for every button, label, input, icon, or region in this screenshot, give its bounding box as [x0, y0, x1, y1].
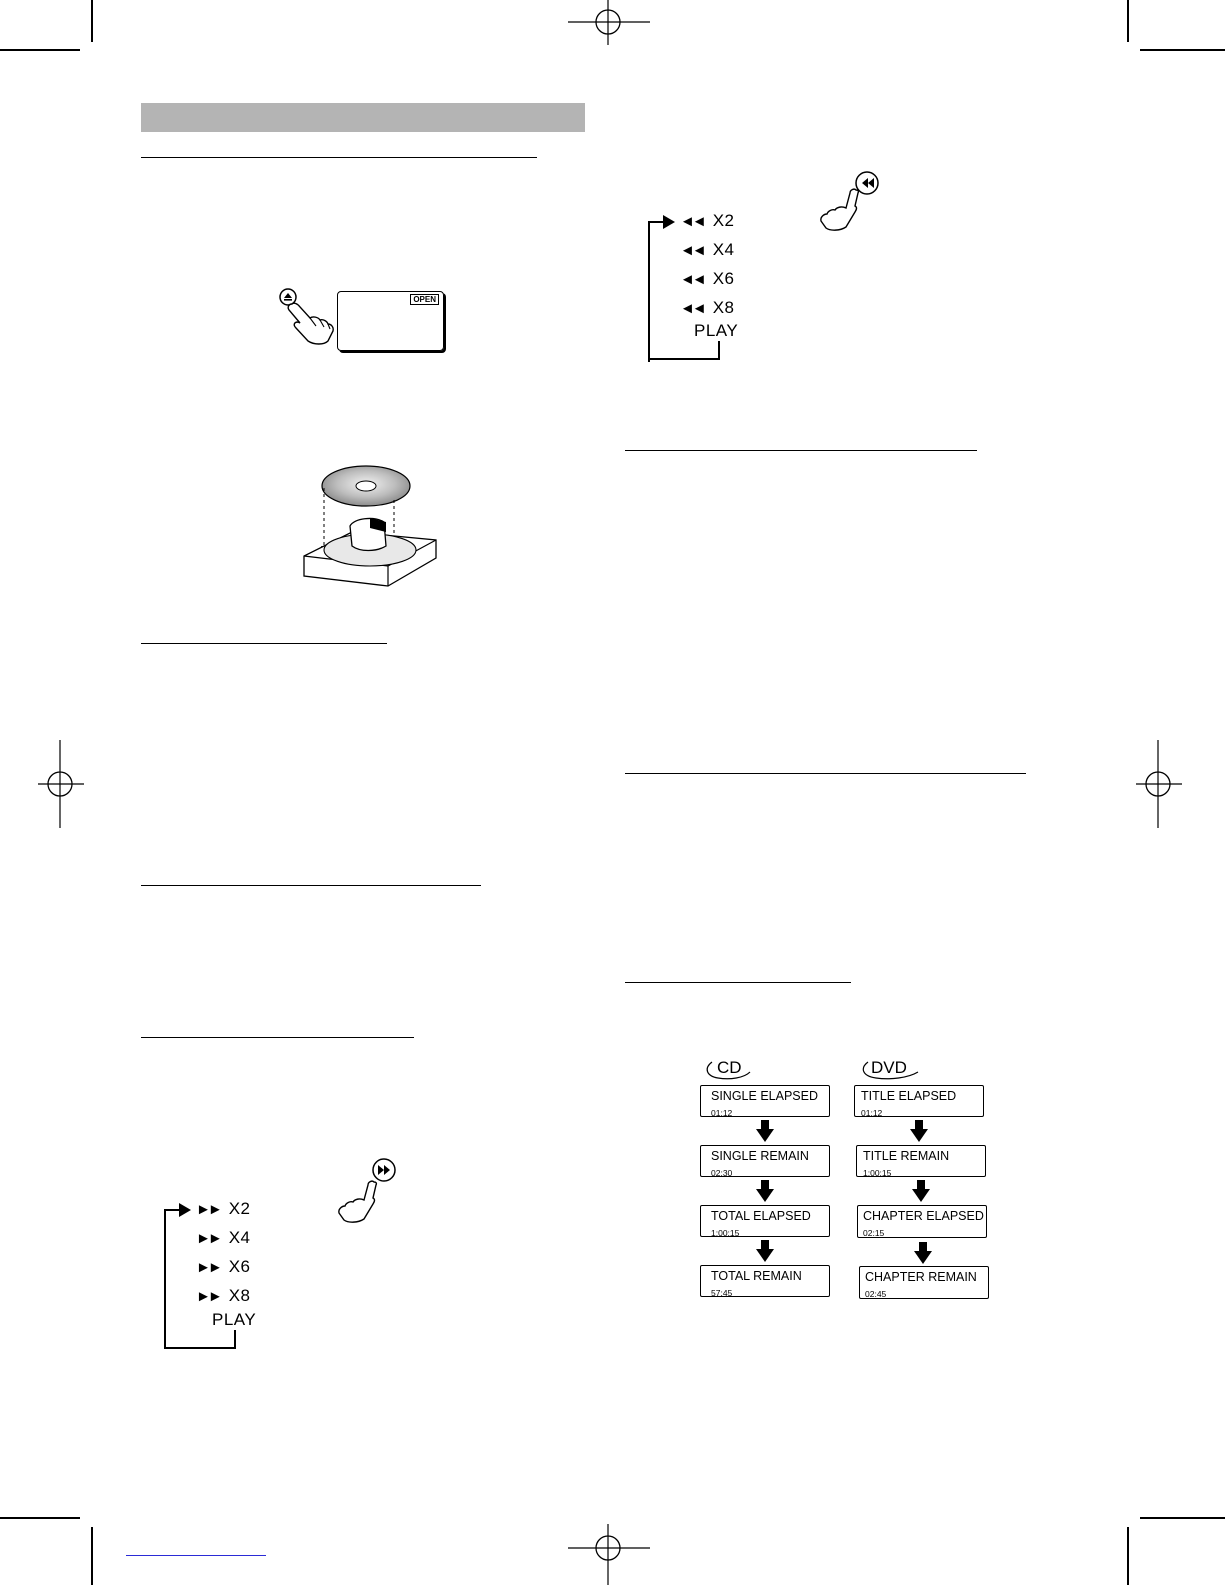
speed-label: X4: [712, 240, 735, 259]
cd-label: CD: [717, 1058, 742, 1077]
registration-mark-icon: [1136, 740, 1182, 828]
dvd-label-swoosh: [860, 1060, 922, 1082]
registration-mark-icon: [568, 0, 652, 50]
loop-return: [234, 1330, 236, 1349]
fast-forward-speed: [196, 1257, 251, 1277]
down-arrow-icon: [912, 1180, 930, 1202]
cd-time-box: [700, 1145, 830, 1177]
speed-label: X2: [712, 211, 735, 230]
forward-arrows-icon: ►►: [196, 1201, 220, 1218]
crop-mark: [91, 0, 93, 42]
dvd-label: DVD: [871, 1058, 907, 1077]
speed-label: X8: [712, 298, 735, 317]
box-title: SINGLE REMAIN: [711, 1149, 809, 1163]
play-label: PLAY: [694, 321, 739, 340]
loop-bottom: [648, 358, 720, 360]
speed-label: X4: [228, 1228, 251, 1247]
hand-press-icon: [276, 286, 340, 346]
loop-return: [718, 341, 720, 360]
box-value: 57:45: [711, 1288, 733, 1298]
loop-bracket: [648, 221, 650, 362]
crop-mark: [1140, 49, 1225, 51]
crop-mark: [1140, 1517, 1225, 1519]
open-display-panel: [337, 291, 444, 351]
box-value: 02:30: [711, 1168, 733, 1178]
crop-mark: [1127, 0, 1129, 42]
loop-arrowhead-icon: [663, 215, 675, 229]
section-rule: [141, 157, 537, 158]
cd-time-box: [700, 1205, 830, 1237]
speed-label: X2: [228, 1199, 251, 1218]
section-rule: [141, 885, 481, 886]
section-rule: [141, 643, 387, 644]
section-rule: [141, 1037, 414, 1038]
box-title: TITLE ELAPSED: [861, 1089, 957, 1103]
box-title: TITLE REMAIN: [863, 1149, 950, 1163]
cd-label-swoosh: [704, 1060, 754, 1082]
box-value: 1:00:15: [711, 1228, 740, 1238]
cd-time-box: [700, 1265, 830, 1297]
loop-arrowhead-icon: [179, 1203, 191, 1217]
fast-forward-button-icon: [324, 1156, 406, 1226]
box-value: 01:12: [861, 1108, 883, 1118]
registration-mark-icon: [38, 740, 84, 828]
footer-link-underline: [126, 1555, 266, 1556]
speed-label: X8: [228, 1286, 251, 1305]
registration-mark-icon: [568, 1524, 652, 1585]
crop-mark: [1127, 1527, 1129, 1585]
section-rule: [625, 982, 851, 983]
box-value: 1:00:15: [863, 1168, 892, 1178]
dvd-time-box: [856, 1145, 986, 1177]
reverse-arrows-icon: ◄◄: [680, 300, 704, 317]
reverse-arrows-icon: ◄◄: [680, 242, 704, 259]
fast-forward-speed: [196, 1286, 251, 1306]
fast-forward-speed: [196, 1228, 251, 1248]
fast-reverse-speed: [680, 298, 735, 318]
box-title: CHAPTER ELAPSED: [863, 1209, 984, 1223]
forward-arrows-icon: ►►: [196, 1230, 220, 1247]
box-value: 02:45: [865, 1289, 887, 1299]
down-arrow-icon: [756, 1120, 774, 1142]
down-arrow-icon: [756, 1240, 774, 1262]
fast-reverse-speed: [680, 211, 735, 231]
box-value: 01:12: [711, 1108, 733, 1118]
dvd-time-box: [854, 1085, 984, 1117]
loop-bottom: [164, 1347, 236, 1349]
box-title: TOTAL REMAIN: [711, 1269, 802, 1283]
fast-reverse-speed: [680, 240, 735, 260]
box-value: 02:15: [863, 1228, 885, 1238]
section-rule: [625, 773, 1026, 774]
down-arrow-icon: [914, 1242, 932, 1264]
fast-reverse-speed: [680, 269, 735, 289]
box-title: TOTAL ELAPSED: [711, 1209, 811, 1223]
fast-reverse-button-icon: [806, 168, 888, 234]
down-arrow-icon: [756, 1180, 774, 1202]
play-label: PLAY: [212, 1310, 257, 1329]
speed-label: X6: [712, 269, 735, 288]
dvd-time-box: [857, 1205, 987, 1238]
down-arrow-icon: [910, 1120, 928, 1142]
dvd-time-box: [859, 1266, 989, 1299]
reverse-arrows-icon: ◄◄: [680, 271, 704, 288]
loop-left: [164, 1209, 166, 1349]
crop-mark: [0, 1517, 80, 1519]
box-title: CHAPTER REMAIN: [865, 1270, 977, 1284]
reverse-arrows-icon: ◄◄: [680, 213, 704, 230]
speed-label: X6: [228, 1257, 251, 1276]
open-indicator: OPEN: [410, 294, 439, 305]
box-title: SINGLE ELAPSED: [711, 1089, 818, 1103]
forward-arrows-icon: ►►: [196, 1259, 220, 1276]
crop-mark: [0, 49, 80, 51]
disc-tray-icon: [302, 458, 438, 594]
crop-mark: [91, 1527, 93, 1585]
section-header-bar: [141, 103, 585, 132]
forward-arrows-icon: ►►: [196, 1288, 220, 1305]
cd-time-box: [700, 1085, 830, 1117]
section-rule: [625, 450, 977, 451]
fast-forward-speed: [196, 1199, 251, 1219]
